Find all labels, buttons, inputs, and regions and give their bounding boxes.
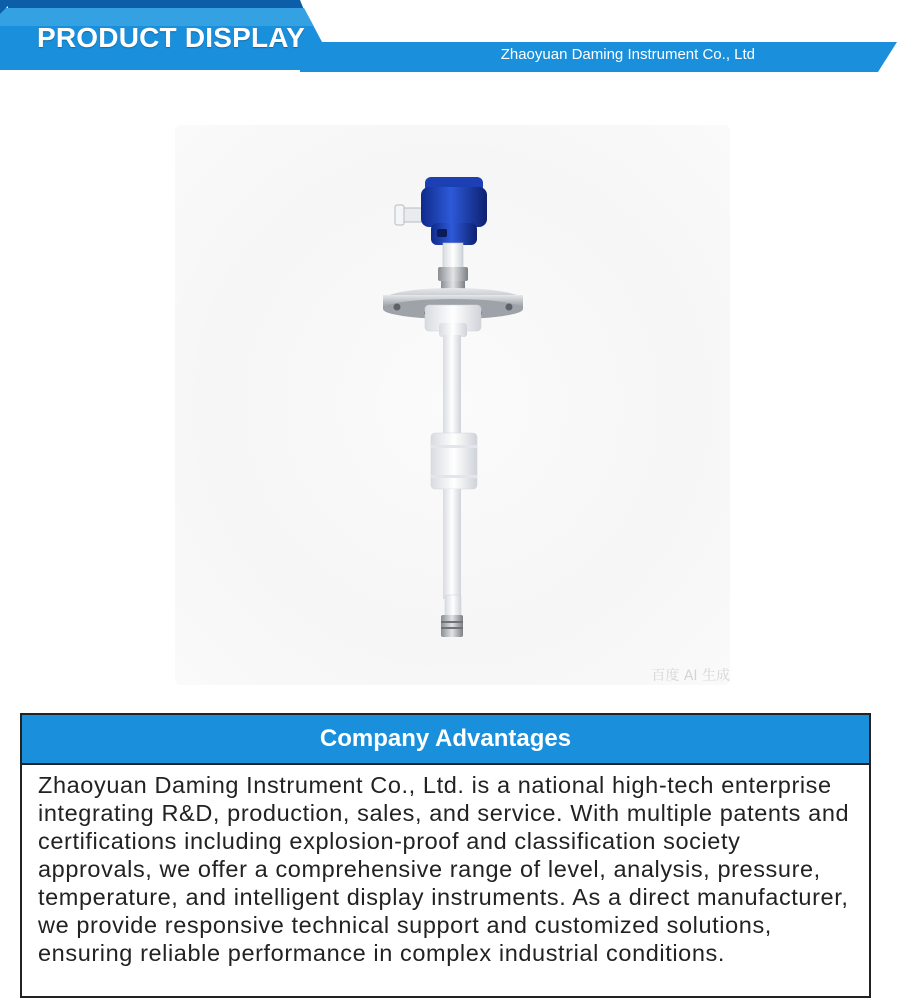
product-display-banner xyxy=(0,0,897,72)
banner-title: PRODUCT DISPLAY xyxy=(37,22,306,53)
company-advantages-panel xyxy=(20,713,871,998)
company-advantages-header xyxy=(22,715,869,765)
float-level-switch-image xyxy=(175,125,730,685)
image-watermark: 百度 AI 生成 xyxy=(651,668,730,684)
banner-company-name: Zhaoyuan Daming Instrument Co., Ltd xyxy=(500,46,755,63)
company-advantages-title: Company Advantages xyxy=(319,725,572,752)
product-image xyxy=(175,125,730,685)
company-advantages-text: Zhaoyuan Daming Instrument Co., Ltd. is a national high-tech enterprise integrating R&D, production, sales, and service. With multiple patents and certifications including explosion-proof and classification society approvals, we offer a comprehensive range of level, analysis, pressure, temperature, and intelligent display instruments. As a direct manufacturer, we provide responsive technical support and customized solutions, ensuring reliable performance in complex industrial conditions. xyxy=(38,772,850,966)
